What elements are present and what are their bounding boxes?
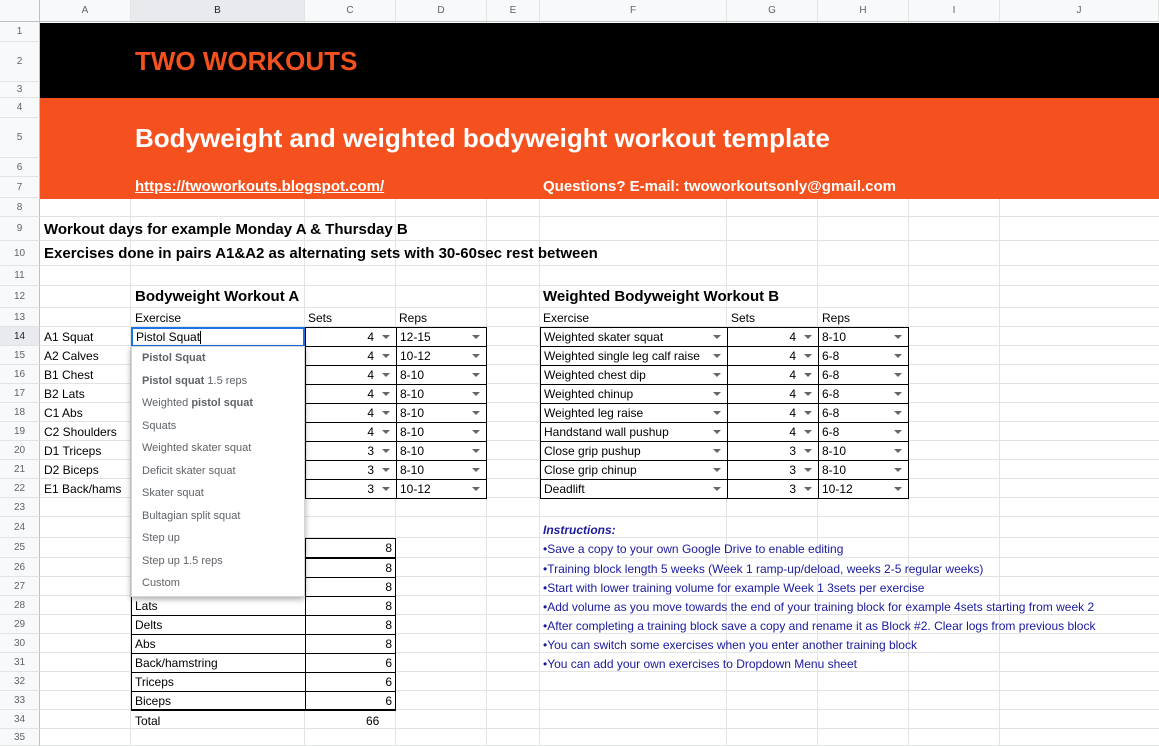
workout-b-sets-select[interactable]: 4	[727, 365, 819, 385]
dropdown-arrow-icon[interactable]	[804, 411, 812, 415]
dropdown-arrow-icon[interactable]	[472, 354, 480, 358]
dropdown-arrow-icon[interactable]	[804, 392, 812, 396]
volume-value-cell[interactable]: 8	[305, 538, 396, 558]
row-header-9[interactable]: 9	[0, 217, 40, 241]
dropdown-arrow-icon[interactable]	[713, 392, 721, 396]
row-header-22[interactable]: 22	[0, 479, 40, 498]
dropdown-option-text: Deficit skater squat	[142, 464, 236, 477]
volume-total-divider	[131, 709, 396, 711]
workout-b-exercise-header: Exercise	[543, 311, 590, 325]
dropdown-arrow-icon[interactable]	[382, 411, 390, 415]
workout-a-sets-select[interactable]: 4	[305, 365, 397, 385]
dropdown-arrow-icon[interactable]	[382, 373, 390, 377]
dropdown-arrow-icon[interactable]	[713, 354, 721, 358]
blog-link[interactable]: https://twoworkouts.blogspot.com/	[135, 178, 385, 195]
dropdown-arrow-icon[interactable]	[382, 335, 390, 339]
workout-a-reps-select[interactable]: 8-10	[396, 403, 487, 423]
dropdown-option-text: Weighted skater squat	[142, 442, 252, 454]
workout-b-reps-select[interactable]: 6-8	[818, 365, 909, 385]
row-header-16[interactable]: 16	[0, 365, 40, 384]
dropdown-option-suffix: pistol squat	[191, 397, 254, 409]
workout-a-reps-select[interactable]: 8-10	[396, 365, 487, 385]
instructions-title: Instructions:	[543, 523, 616, 537]
workout-b-sets-header: Sets	[731, 311, 756, 325]
volume-value-cell[interactable]: 6	[305, 672, 396, 692]
dropdown-arrow-icon[interactable]	[472, 392, 480, 396]
workout-a-exercise-header: Exercise	[135, 311, 182, 325]
column-header-f[interactable]: F	[540, 0, 727, 22]
dropdown-arrow-icon[interactable]	[804, 449, 812, 453]
instruction-line: •Start with lower training volume for example Week 1 3sets per exercise	[543, 581, 925, 595]
column-header-i[interactable]: I	[909, 0, 1000, 22]
dropdown-option[interactable]	[142, 352, 206, 364]
row-header-25[interactable]: 25	[0, 538, 40, 558]
dropdown-option-text: Bultagian split squat	[142, 509, 241, 522]
workout-a-reps-select[interactable]: 8-10	[396, 460, 487, 480]
row-header-15[interactable]: 15	[0, 346, 40, 365]
volume-value-cell[interactable]: 8	[305, 558, 396, 578]
column-header-a[interactable]: A	[40, 0, 131, 22]
instruction-line: •You can add your own exercises to Dropdown Menu sheet	[543, 657, 857, 671]
workout-a-label: B2 Lats	[44, 387, 85, 401]
workout-b-sets-select[interactable]: 4	[727, 384, 819, 404]
row-header-26[interactable]: 26	[0, 558, 40, 577]
dropdown-arrow-icon[interactable]	[472, 449, 480, 453]
note-exercise-pairs: Exercises done in pairs A1&A2 as alternating sets with 30-60sec rest between	[44, 245, 598, 262]
workout-b-exercise-select[interactable]: Deadlift	[540, 479, 728, 499]
dropdown-option[interactable]	[142, 555, 223, 567]
workout-a-label: A1 Squat	[44, 330, 94, 344]
workout-b-exercise-select[interactable]: Close grip chinup	[540, 460, 728, 480]
dropdown-arrow-icon[interactable]	[804, 430, 812, 434]
column-header-d[interactable]: D	[396, 0, 487, 22]
row-header-19[interactable]: 19	[0, 422, 40, 441]
workout-a-sets-select[interactable]: 3	[305, 441, 397, 461]
workout-a-sets-select[interactable]: 4	[305, 403, 397, 423]
row-header-1[interactable]: 1	[0, 22, 40, 42]
workout-a-label: E1 Back/hams	[44, 482, 122, 496]
column-header-g[interactable]: G	[727, 0, 818, 22]
workout-b-exercise-select[interactable]: Handstand wall pushup	[540, 422, 728, 442]
volume-value-cell[interactable]: 8	[305, 596, 396, 616]
dropdown-arrow-icon[interactable]	[713, 468, 721, 472]
workout-a-label: D1 Triceps	[44, 444, 102, 458]
volume-name-cell[interactable]: Biceps	[131, 691, 306, 711]
row-header-32[interactable]: 32	[0, 672, 40, 691]
row-header-6[interactable]: 6	[0, 158, 40, 177]
dropdown-arrow-icon[interactable]	[713, 449, 721, 453]
workout-a-reps-select[interactable]: 10-12	[396, 346, 487, 366]
row-header-4[interactable]: 4	[0, 98, 40, 118]
workout-b-sets-select[interactable]: 4	[727, 422, 819, 442]
dropdown-option[interactable]	[142, 375, 247, 387]
workout-b-reps-header: Reps	[822, 311, 851, 325]
workout-a-reps-select[interactable]: 8-10	[396, 422, 487, 442]
instruction-line: •Add volume as you move towards the end of your training block for example 4sets starting from week 2	[543, 600, 1095, 614]
dropdown-option[interactable]	[142, 487, 204, 499]
workout-b-reps-select[interactable]: 8-10	[818, 327, 909, 347]
workout-a-reps-select[interactable]: 8-10	[396, 441, 487, 461]
workout-a-sets-select[interactable]: 4	[305, 346, 397, 366]
workout-b-sets-select[interactable]: 3	[727, 479, 819, 499]
dropdown-option[interactable]	[142, 532, 180, 544]
workout-b-exercise-select[interactable]: Weighted chinup	[540, 384, 728, 404]
dropdown-option-text: Step up	[142, 532, 180, 544]
workout-b-reps-select[interactable]: 6-8	[818, 422, 909, 442]
dropdown-option-text: Step up 1.5 reps	[142, 554, 223, 567]
dropdown-option[interactable]	[142, 465, 236, 477]
row-header-8[interactable]: 8	[0, 198, 40, 217]
dropdown-arrow-icon[interactable]	[382, 354, 390, 358]
workout-a-sets-select[interactable]: 3	[305, 479, 397, 499]
dropdown-arrow-icon[interactable]	[804, 468, 812, 472]
workout-a-label: B1 Chest	[44, 368, 94, 382]
workout-a-label: A2 Calves	[44, 349, 99, 363]
workout-b-sets-select[interactable]: 3	[727, 441, 819, 461]
contact-email: Questions? E-mail: twoworkoutsonly@gmail.com	[543, 178, 896, 195]
dropdown-option-text: Pistol squat	[142, 374, 205, 387]
workout-a-label: C1 Abs	[44, 406, 83, 420]
dropdown-option-text: Weighted	[142, 397, 192, 409]
row-header-18[interactable]: 18	[0, 403, 40, 422]
dropdown-arrow-icon[interactable]	[713, 373, 721, 377]
dropdown-option-text: Skater squat	[142, 487, 204, 499]
workout-a-sets-select[interactable]: 4	[305, 327, 397, 347]
workout-a-title: Bodyweight Workout A	[135, 288, 300, 305]
workout-b-exercise-select[interactable]: Weighted leg raise	[540, 403, 728, 423]
instruction-line: •Training block length 5 weeks (Week 1 ramp-up/deload, weeks 2-5 regular weeks)	[543, 562, 984, 576]
dropdown-arrow-icon[interactable]	[804, 373, 812, 377]
dropdown-arrow-icon[interactable]	[804, 335, 812, 339]
dropdown-option[interactable]	[142, 397, 253, 409]
dropdown-option-suffix: 1.5 reps	[204, 374, 248, 387]
workout-a-reps-select[interactable]: 12-15	[396, 327, 487, 347]
instruction-line: •You can switch some exercises when you enter another training block	[543, 638, 917, 652]
row-header-35[interactable]: 35	[0, 729, 40, 746]
dropdown-arrow-icon[interactable]	[713, 430, 721, 434]
dropdown-arrow-icon[interactable]	[382, 468, 390, 472]
dropdown-arrow-icon[interactable]	[382, 449, 390, 453]
dropdown-arrow-icon[interactable]	[894, 354, 902, 358]
instruction-line: •After completing a training block save a copy and rename it as Block #2. Clear logs from previous block	[543, 619, 1096, 633]
row-header-30[interactable]: 30	[0, 634, 40, 653]
volume-name-cell[interactable]: Delts	[131, 615, 306, 635]
column-header-h[interactable]: H	[818, 0, 909, 22]
dropdown-arrow-icon[interactable]	[804, 487, 812, 491]
dropdown-option[interactable]	[142, 442, 251, 454]
dropdown-option-text: Custom	[142, 577, 180, 589]
workout-b-title: Weighted Bodyweight Workout B	[543, 288, 780, 305]
workout-b-sets-select[interactable]: 4	[727, 327, 819, 347]
dropdown-arrow-icon[interactable]	[472, 487, 480, 491]
row-header-21[interactable]: 21	[0, 460, 40, 479]
volume-name-cell[interactable]: Back/hamstring	[131, 653, 306, 673]
volume-value-cell[interactable]: 6	[305, 691, 396, 711]
workout-b-sets-select[interactable]: 4	[727, 403, 819, 423]
row-header-12[interactable]: 12	[0, 286, 40, 308]
dropdown-arrow-icon[interactable]	[713, 335, 721, 339]
template-subtitle: Bodyweight and weighted bodyweight workout template	[135, 123, 830, 153]
workout-b-reps-select[interactable]: 8-10	[818, 441, 909, 461]
workout-a-sets-select[interactable]: 3	[305, 460, 397, 480]
column-header-j[interactable]: J	[1000, 0, 1159, 22]
workout-a-sets-header: Sets	[308, 311, 333, 325]
row-header-28[interactable]: 28	[0, 596, 40, 615]
dropdown-arrow-icon[interactable]	[894, 468, 902, 472]
workout-a-label: D2 Biceps	[44, 463, 99, 477]
column-header-b[interactable]: B	[131, 0, 305, 22]
dropdown-arrow-icon[interactable]	[382, 392, 390, 396]
workout-a-reps-header: Reps	[399, 311, 428, 325]
volume-value-cell[interactable]: 8	[305, 577, 396, 597]
dropdown-arrow-icon[interactable]	[713, 411, 721, 415]
row-header-17[interactable]: 17	[0, 384, 40, 403]
select-all-corner[interactable]	[0, 0, 40, 22]
dropdown-option[interactable]	[142, 420, 176, 432]
note-workout-days: Workout days for example Monday A & Thursday B	[44, 221, 408, 238]
volume-total-label: Total	[135, 714, 161, 728]
row-header-7[interactable]: 7	[0, 177, 40, 198]
row-header-23[interactable]: 23	[0, 498, 40, 517]
volume-value-cell[interactable]: 6	[305, 653, 396, 673]
dropdown-arrow-icon[interactable]	[894, 487, 902, 491]
dropdown-arrow-icon[interactable]	[894, 449, 902, 453]
row-header-29[interactable]: 29	[0, 615, 40, 634]
row-header-11[interactable]: 11	[0, 266, 40, 286]
workout-b-exercise-select[interactable]: Close grip pushup	[540, 441, 728, 461]
instruction-line: •Save a copy to your own Google Drive to enable editing	[543, 542, 844, 556]
dropdown-arrow-icon[interactable]	[472, 430, 480, 434]
workout-b-reps-select[interactable]: 6-8	[818, 403, 909, 423]
row-header-3[interactable]: 3	[0, 82, 40, 98]
volume-value-cell[interactable]: 8	[305, 634, 396, 654]
row-header-27[interactable]: 27	[0, 577, 40, 596]
dropdown-option-text: Squats	[142, 419, 177, 432]
dropdown-arrow-icon[interactable]	[472, 411, 480, 415]
active-cell-value: Pistol Squat	[136, 330, 201, 344]
row-header-20[interactable]: 20	[0, 441, 40, 460]
workout-b-sets-select[interactable]: 4	[727, 346, 819, 366]
workout-a-sets-select[interactable]: 4	[305, 384, 397, 404]
workout-a-reps-select[interactable]: 10-12	[396, 479, 487, 499]
dropdown-arrow-icon[interactable]	[382, 430, 390, 434]
column-header-c[interactable]: C	[305, 0, 396, 22]
workout-b-reps-select[interactable]: 10-12	[818, 479, 909, 499]
workout-b-reps-select[interactable]: 8-10	[818, 460, 909, 480]
volume-name-cell[interactable]: Lats	[131, 596, 306, 616]
row-header-2[interactable]: 2	[0, 42, 40, 82]
workout-a-sets-select[interactable]: 4	[305, 422, 397, 442]
volume-total-value: 66	[366, 714, 380, 728]
dropdown-arrow-icon[interactable]	[472, 335, 480, 339]
row-header-14[interactable]: 14	[0, 327, 40, 346]
dropdown-arrow-icon[interactable]	[472, 468, 480, 472]
workout-b-reps-select[interactable]: 6-8	[818, 384, 909, 404]
row-header-31[interactable]: 31	[0, 653, 40, 672]
dropdown-arrow-icon[interactable]	[382, 487, 390, 491]
workout-b-exercise-select[interactable]: Weighted single leg calf raise	[540, 346, 728, 366]
workout-b-reps-select[interactable]: 6-8	[818, 346, 909, 366]
dropdown-arrow-icon[interactable]	[894, 335, 902, 339]
dropdown-arrow-icon[interactable]	[894, 373, 902, 377]
workout-b-sets-select[interactable]: 3	[727, 460, 819, 480]
workout-b-exercise-select[interactable]: Weighted chest dip	[540, 365, 728, 385]
dropdown-option[interactable]	[142, 510, 240, 522]
row-header-33[interactable]: 33	[0, 691, 40, 710]
dropdown-arrow-icon[interactable]	[894, 430, 902, 434]
dropdown-arrow-icon[interactable]	[804, 354, 812, 358]
row-header-10[interactable]: 10	[0, 241, 40, 266]
workout-a-reps-select[interactable]: 8-10	[396, 384, 487, 404]
volume-name-cell[interactable]: Triceps	[131, 672, 306, 692]
column-header-e[interactable]: E	[487, 0, 540, 22]
row-header-5[interactable]: 5	[0, 118, 40, 158]
dropdown-option[interactable]	[142, 577, 180, 589]
row-header-34[interactable]: 34	[0, 710, 40, 729]
row-header-13[interactable]: 13	[0, 308, 40, 327]
dropdown-arrow-icon[interactable]	[894, 392, 902, 396]
brand-title: TWO WORKOUTS	[135, 46, 358, 76]
row-header-24[interactable]: 24	[0, 517, 40, 538]
workout-a-label: C2 Shoulders	[44, 425, 117, 439]
workout-b-exercise-select[interactable]: Weighted skater squat	[540, 327, 728, 347]
volume-value-cell[interactable]: 8	[305, 615, 396, 635]
dropdown-arrow-icon[interactable]	[894, 411, 902, 415]
dropdown-arrow-icon[interactable]	[472, 373, 480, 377]
dropdown-option-text: Pistol Squat	[142, 352, 206, 364]
active-cell-exercise-a1[interactable]	[131, 327, 305, 347]
volume-name-cell[interactable]: Abs	[131, 634, 306, 654]
dropdown-arrow-icon[interactable]	[713, 487, 721, 491]
exercise-dropdown-menu[interactable]	[131, 346, 305, 597]
